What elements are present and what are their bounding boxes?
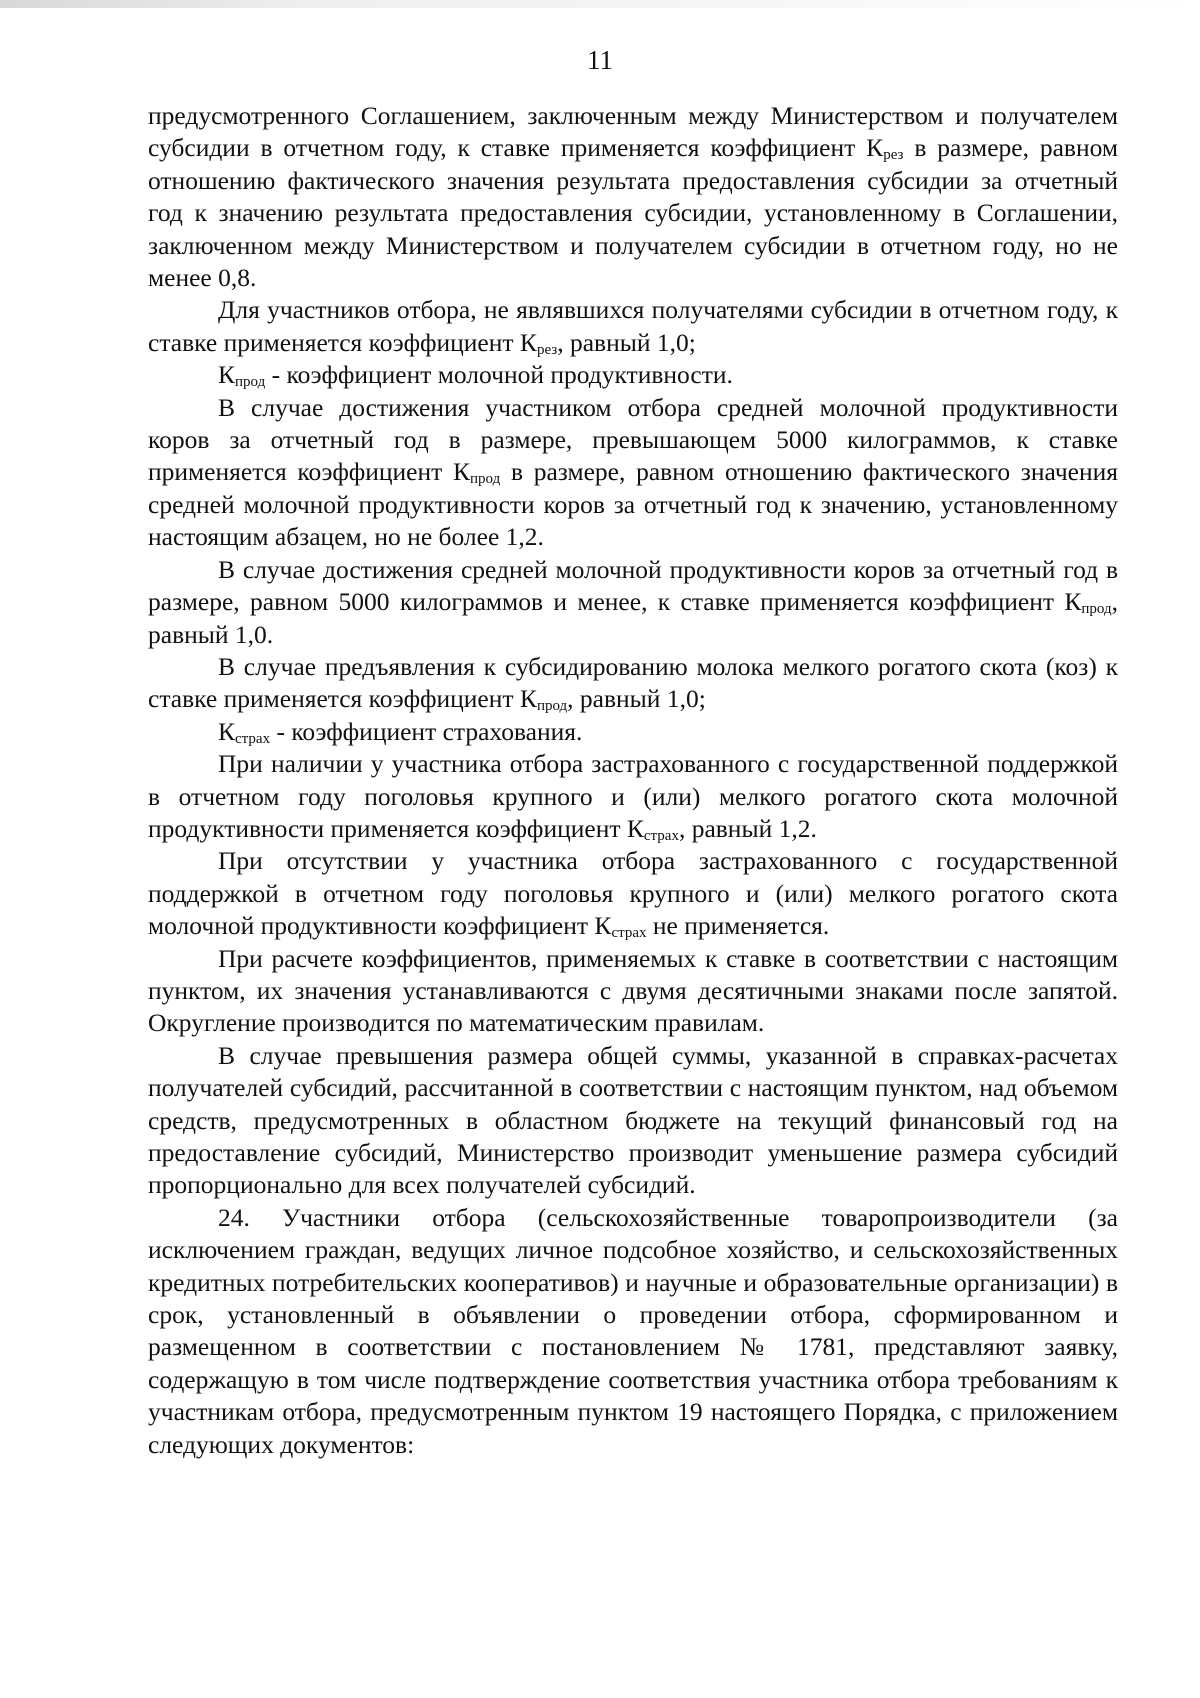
page-number: 11 (587, 45, 613, 75)
paragraph-5 (148, 554, 1118, 651)
paragraph-1-text-b: в размере, равном отношению фактического значения результата предоставления субсидии за отчетный год к значению результата предоставления субсидии, установленному в Соглашении, заключенном между Министерством и получателем субсидии в отчетном году, но не менее 0,8. (148, 133, 1118, 293)
coefficient-k-rez: $К_{рез}$ (866, 133, 904, 164)
coefficient-k-strakh: $К_{страх}$ (594, 911, 647, 942)
paragraph-2-text-a: Для участников отбора, не являвшихся получателями субсидии в отчетном году, к ставке применяется коэффициент (148, 295, 1118, 357)
coefficient-k-rez: $К_{рез}$ (519, 327, 558, 358)
paragraph-9-text-b: не применяется. (646, 911, 830, 941)
scan-edge (0, 0, 1200, 8)
coefficient-k-strakh: $К_{страх}$ (626, 813, 679, 844)
paragraph-9 (148, 845, 1118, 942)
paragraph-2-text-b: , равный 1,0; (557, 327, 696, 357)
paragraph-3-text-b: - коэффициент молочной продуктивности. (265, 360, 733, 390)
paragraph-3 (148, 359, 1118, 391)
coefficient-k-prod: $К_{прод}$ (218, 360, 266, 391)
paragraph-5-text-b: , равный 1,0. (148, 587, 1118, 649)
paragraph-5-text-a: В случае достижения средней молочной продуктивности коров за отчетный год в размере, равном 5000 килограммов и менее, к ставке применяется коэффициент (148, 554, 1118, 617)
paragraph-9-text-a: При отсутствии у участника отбора застрахованного с государственной поддержкой в отчетном году поголовья крупного и (или) мелкого рогатого скота молочной продуктивности коэффициент (148, 846, 1118, 941)
document-body (148, 100, 1118, 1461)
paragraph-6-text-a: В случае предъявления к субсидированию молока мелкого рогатого скота (коз) к ставке применяется коэффициент (148, 651, 1118, 714)
coefficient-k-prod: $К_{прод}$ (1064, 587, 1112, 618)
paragraph-8-text-b: , равный 1,2. (678, 813, 817, 843)
paragraph-1 (148, 100, 1118, 294)
paragraph-6-text-b: , равный 1,0; (567, 684, 706, 714)
paragraph-1-text-a: предусмотренного Соглашением, заключенным между Министерством и получателем субсидии в отчетном году, к ставке применяется коэффициент (148, 101, 1118, 163)
paragraph-4-text-a: В случае достижения участником отбора средней молочной продуктивности коров за отчетный год в размере, превышающем 5000 килограммов, к ставке применяется коэффициент (148, 392, 1118, 487)
paragraph-4-text-b: в размере, равном отношению фактического значения средней молочной продуктивности коров за отчетный год к значению, установленному настоящим абзацем, но не более 1,2. (148, 457, 1118, 552)
paragraph-10: При расчете коэффициентов, применяемых к ставке в соответствии с настоящим пунктом, их значения устанавливаются с двумя десятичными знаками после запятой. Округление производится по математическим правилам. (148, 943, 1118, 1038)
coefficient-k-prod: $К_{прод}$ (519, 684, 568, 715)
paragraph-7-text-b: - коэффициент страхования. (270, 716, 583, 746)
coefficient-k-prod: $К_{прод}$ (453, 457, 501, 488)
paragraph-12: 24. Участники отбора (сельскохозяйственные товаропроизводители (за исключением граждан, ведущих личное подсобное хозяйство, и сельскохозяйственных кредитных потребительских кооперативов) и научные и образовательные организации) в срок, установленный в объявлении о проведении отбора, сформированном и размещенном в соответствии с постановлением № 1781, представляют заявку, содержащую в том числе подтверждение соответствия участника отбора требованиям к участникам отбора, предусмотренным пунктом 19 настоящего Порядка, с приложением следующих документов: (148, 1202, 1118, 1459)
coefficient-k-strakh: $К_{страх}$ (218, 716, 271, 747)
paragraph-2 (148, 294, 1118, 359)
paragraph-6 (148, 651, 1118, 716)
paragraph-8-text-a: При наличии у участника отбора застрахованного с государственной поддержкой в отчетном году поголовья крупного и (или) мелкого рогатого скота молочной продуктивности применяется коэффициент (148, 749, 1118, 843)
paragraph-4 (148, 392, 1118, 554)
paragraph-11: В случае превышения размера общей суммы, указанной в справках-расчетах получателей субсидий, рассчитанной в соответствии с настоящим пунктом, над объемом средств, предусмотренных в областном бюджете на текущий финансовый год на предоставление субсидий, Министерство производит уменьшение размера субсидий пропорционально для всех получателей субсидий. (148, 1040, 1118, 1200)
paragraph-8 (148, 748, 1118, 845)
paragraph-7 (148, 716, 1118, 748)
